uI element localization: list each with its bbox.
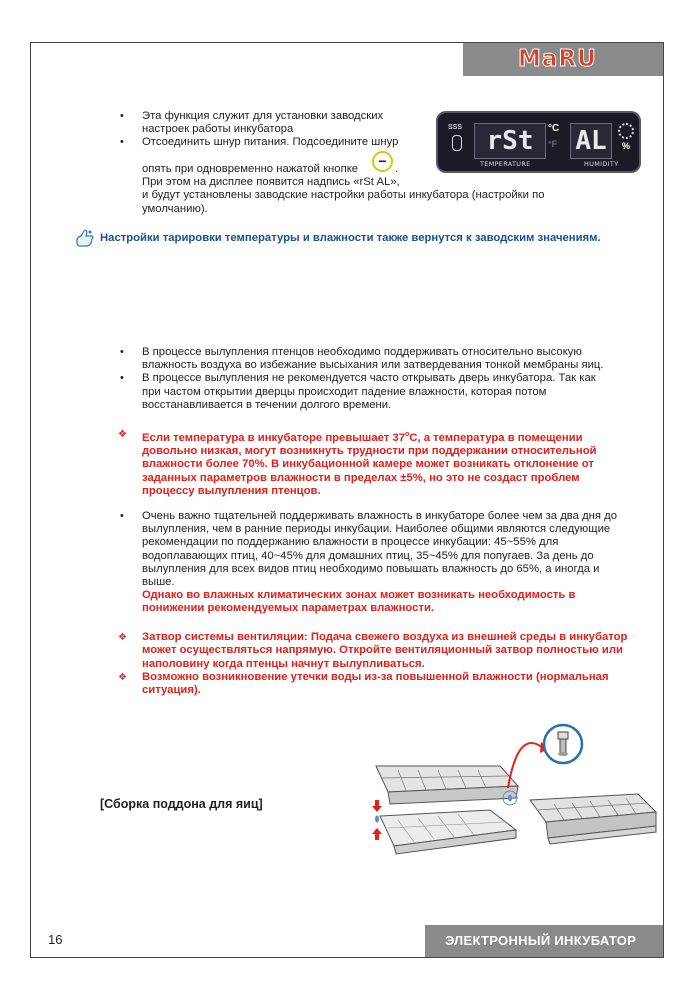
brand-logo: MaRU xyxy=(518,46,597,72)
fan-icon xyxy=(618,123,634,139)
temperature-label: TEMPERATURE xyxy=(480,160,531,168)
leak-warning: ❖ Возможно возникновение утечки воды из-за повышенной влажности (нормальная ситуация). xyxy=(118,671,609,697)
thermometer-icon xyxy=(452,135,462,151)
page-number: 16 xyxy=(48,932,63,947)
humid-zone-note: Однако во влажных климатических зонах может возникать необходимость в понижении рекомендуемых параметрах влажности. xyxy=(142,589,576,615)
temperature-warning: ❖ Если температура в инкубаторе превышает 37$^o$C, а температура в помещении довольно низкая, могут возникнуть трудности при поддержании относительной влажности более 70%. В инкубационной камере может возникать отклонение от заданных параметров влажности в пределах ±5%, но это не создаст проблем процессу вылупления птенцов. xyxy=(118,429,597,497)
note-hand-icon xyxy=(74,228,96,248)
continuation-line-2: При этом на дисплее появится надпись «rSt AL», xyxy=(142,176,400,189)
fahrenheit-unit: °F xyxy=(548,139,558,149)
indicator-icon: SSS xyxy=(448,124,463,131)
factory-reset-bullets xyxy=(112,110,412,150)
humidity-bullets xyxy=(112,510,620,616)
continuation-line-4: умолчанию). xyxy=(142,202,208,215)
minus-button-icon: − xyxy=(372,151,393,172)
hatching-bullets xyxy=(112,346,617,412)
diamond-bullet-icon: ❖ xyxy=(118,672,127,683)
ventilation-warning: ❖ Затвор системы вентиляции: Подача свежего воздуха из внешней среды в инкубатор может осуществляться напрямую. Откройте вентиляционный затвор полностью или наполовину когда птенцы начнут вылупливаться. xyxy=(118,631,628,670)
list-item: • Очень важно тщательней поддерживать влажность в инкубаторе более чем за два дня до вылупления, чем в ранние периоды инкубации. Наиболее общими являются следующие рекомендации по поддержанию влажности в процессе инкубации: 45~55% для водоплавающих птиц, 40~45% для домашних птиц, 35~45% для попугаев. За день до вылупления для всех видов птиц необходимо повышать влажность до 65%, а иногда и выше. Однако во влажных климатических зонах может возникать необходимость в понижении рекомендуемых параметрах влажности. xyxy=(112,510,620,616)
celsius-unit: °C xyxy=(548,123,560,134)
continuation-line-3: и будут установлены заводские настройки работы инкубатора (настройки по xyxy=(142,189,545,202)
humidity-readout: AL xyxy=(570,123,612,159)
control-panel-display xyxy=(436,111,641,173)
diamond-bullet-icon: ❖ xyxy=(118,632,127,643)
diamond-bullet-icon: ❖ xyxy=(118,429,127,440)
continuation-line-1: опять при одновременно нажатой кнопке − . xyxy=(142,153,399,175)
list-item: • Отсоединить шнур питания. Подсоедините шнур xyxy=(112,136,412,149)
list-item: • В процессе вылупления не рекомендуется часто открывать дверь инкубатора. Так как при частом открытии дверцы происходит падение влажности, которая потом восстанавливается в течении долгого времени. xyxy=(112,372,617,412)
footer-title: ЭЛЕКТРОННЫЙ ИНКУБАТОР xyxy=(445,933,637,948)
percent-unit: % xyxy=(622,141,631,151)
humidity-label: HUMIDITY xyxy=(584,160,619,168)
list-item: • Эта функция служит для установки заводских настроек работы инкубатора xyxy=(112,110,412,136)
figure-caption: [Сборка поддона для яиц] xyxy=(100,797,263,811)
egg-tray-assembly-illustration xyxy=(358,718,663,863)
calibration-note: Настройки тарировки температуры и влажности также вернутся к заводским значениям. xyxy=(100,232,601,244)
temperature-readout: rSt xyxy=(474,123,546,159)
list-item: • В процессе вылупления птенцов необходимо поддерживать относительно высокую влажность воздуха во избежание высыхания или затвердевания тонкой мембраны яиц. xyxy=(112,346,617,372)
